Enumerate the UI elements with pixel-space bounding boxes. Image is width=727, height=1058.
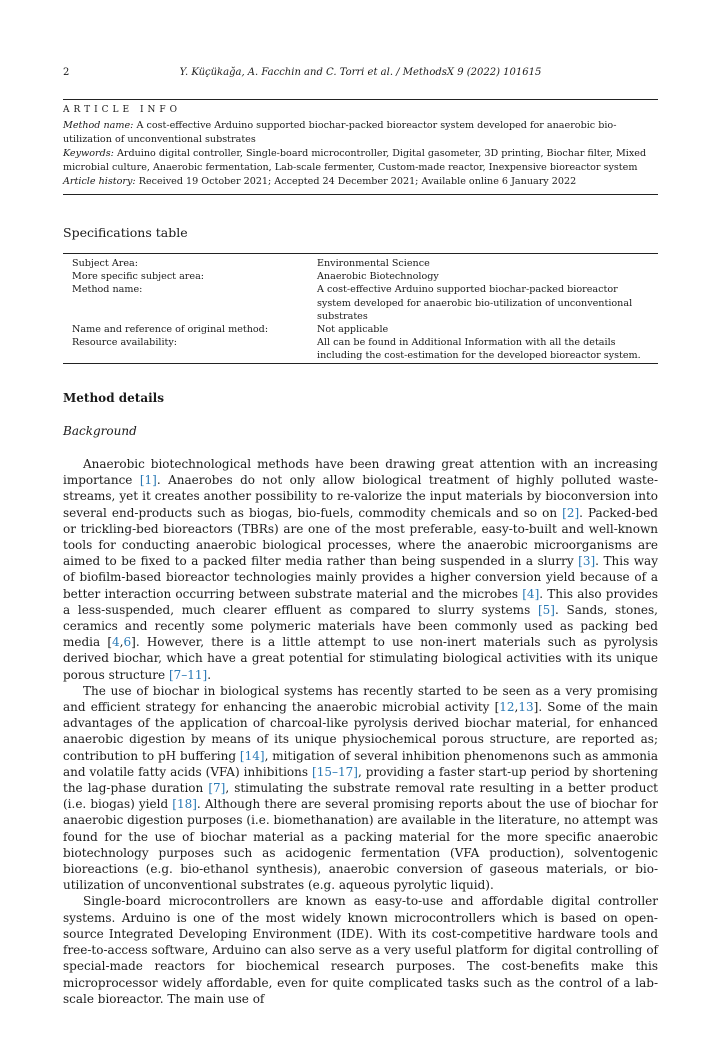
citation-link[interactable]: 4 <box>112 635 120 650</box>
paragraph: Single-board microcontrollers are known as easy-to-use and affordable digital controller systems. Arduino is one of the most widely known microcontrollers which is based on open-source Integrated Developing Environment (IDE). With its cost-competitive hardware tools and free-to-access software, Arduino can also serve as a very useful platform for digital controlling of special-made reactors for biochemical research purposes. The cost-benefits make this microprocessor widely affordable, even for quite complicated tasks such as the control of a lab-scale bioreactor. The main use of <box>63 894 658 1006</box>
citation-link[interactable]: [7] <box>208 781 226 796</box>
history-line <box>63 175 658 189</box>
keywords-label: Keywords: <box>63 148 114 159</box>
running-head: Y. Küçükağa, A. Facchin and C. Torri et al. / MethodsX 9 (2022) 101615 <box>179 67 542 78</box>
citation-link[interactable]: [15–17] <box>312 764 358 779</box>
citation-link[interactable]: [4] <box>522 586 540 601</box>
article-info-heading: ARTICLE INFO <box>63 105 182 115</box>
page-header <box>63 67 658 83</box>
method-name-label: Method name: <box>63 120 134 131</box>
text-run: . Anaerobes do not only allow biological treatment of highly polluted waste-streams, yet it creates another possibility to re-valorize the input materials by bioconversion into several end-products such as biogas, bio-fuels, commodity chemicals and so on <box>63 473 658 520</box>
keywords-value: Arduino digital controller, Single-board microcontroller, Digital gasometer, 3D printing, Biochar filter, Mixed microbial culture, Anaerobic fermentation, Lab-scale fermenter, Custom-made reactor, Inexpensive bioreactor system <box>63 148 647 173</box>
citation-link[interactable]: [14] <box>239 748 265 763</box>
spec-row <box>63 336 658 362</box>
paragraph <box>63 456 658 683</box>
citation-link[interactable]: [1] <box>139 473 157 488</box>
citation-link[interactable]: 12 <box>499 700 515 715</box>
text-run: . Sands, stones, ceramics and recently some polymeric materials have been commonly used as packing bed media [ <box>63 602 658 650</box>
keywords-line <box>63 147 658 175</box>
citation-link[interactable]: 6 <box>123 635 132 650</box>
top-rule <box>63 99 658 100</box>
spec-key: Method name: <box>72 284 143 296</box>
text-run: , mitigation of several inhibition phenomenons such as ammonia and volatile fatty acids (VFA) inhibitions <box>63 748 658 779</box>
spec-row <box>63 257 658 270</box>
history-label: Article history: <box>63 176 136 187</box>
spec-key: Name and reference of original method: <box>72 324 269 336</box>
spec-value: A cost-effective Arduino supported biochar-packed bioreactor system developed for anaerobic bio-utilization of unconventional substrates <box>317 284 633 322</box>
text-run: , stimulating the substrate removal rate resulting in a better product (i.e. biogas) yield <box>63 781 658 812</box>
section-heading: Method details <box>63 391 164 405</box>
text-run: , <box>119 635 124 650</box>
body-text <box>63 456 658 1007</box>
spec-value: Anaerobic Biotechnology <box>317 271 439 283</box>
spec-key: Resource availability: <box>72 337 178 349</box>
text-run: , providing a faster start-up period by shortening the lag-phase duration <box>63 764 659 796</box>
text-run: . This way of biofilm-based bioreactor technologies mainly provides a higher conversion yield because of a better interaction occurring between substrate material and the microbes <box>63 554 658 601</box>
specifications-table <box>63 257 658 363</box>
spec-key: Subject Area: <box>72 258 138 269</box>
history-value: Received 19 October 2021; Accepted 24 December 2021; Available online 6 January 2022 <box>138 176 577 187</box>
specifications-title: Specifications table <box>63 225 188 240</box>
citation-link[interactable]: 13 <box>518 700 534 715</box>
spec-key: More specific subject area: <box>72 271 205 283</box>
citation-link[interactable]: [5] <box>537 602 555 617</box>
citation-link[interactable]: [7–11] <box>168 667 208 682</box>
method-name-value: A cost-effective Arduino supported biochar-packed bioreactor system developed for anaerobic bio-utilization of unconventional substrates <box>63 120 617 145</box>
paragraph <box>63 683 658 894</box>
text-run: . <box>207 667 212 682</box>
text-run: . Packed-bed or trickling-bed bioreactors (TBRs) are one of the most preferable, easy-to-built and well-known tools for conducting anaerobic biological processes, where the anaerobic microorganisms are aimed to be fixed to a packed filter media rather than being suspended in a slurry <box>63 505 658 569</box>
spec-top-rule <box>63 253 658 254</box>
text-run: Anaerobic biotechnological methods have been drawing great attention with an increasing importance <box>63 457 658 488</box>
text-run: . Although there are several promising reports about the use of biochar for anaerobic digestion purposes (i.e. biomethanation) are available in the literature, no attempt was found for the use of biochar material as a packing material for the more specific anaerobic biotechnology purposes such as acidogenic fermentation (VFA production), solventogenic bioreactions (e.g. bio-ethanol synthesis), anaerobic conversion of gaseous materials, or bio-utilization of unconventional substrates (e.g. aqueous pyrolytic liquid). <box>63 797 658 893</box>
spec-value: All can be found in Additional Information with all the details including the cost-estimation for the developed bioreactor system. <box>317 337 641 362</box>
page-number: 2 <box>63 67 70 78</box>
spec-value: Environmental Science <box>317 258 430 269</box>
text-run: The use of biochar in biological systems has recently started to be seen as a very promising and efficient strategy for enhancing the anaerobic microbial activity [ <box>63 683 658 715</box>
spec-bottom-rule <box>63 363 658 364</box>
citation-link[interactable]: [18] <box>172 797 197 812</box>
citation-link[interactable]: [3] <box>578 554 596 569</box>
spec-row <box>63 270 658 283</box>
text-run: ]. Some of the main advantages of the application of charcoal-like pyrolysis derived biochar material, for enhanced anaerobic digestion by means of its unique physiochemical porous structure, are reported as; contribution to pH buffering <box>63 700 658 763</box>
text-run: , <box>514 700 519 715</box>
article-info-bottom-rule <box>63 194 658 195</box>
citation-link[interactable]: [2] <box>562 505 580 520</box>
method-name-line <box>63 119 658 147</box>
spec-row <box>63 323 658 336</box>
text-run: ]. However, there is a little attempt to use non-inert materials such as pyrolysis derived biochar, which have a great potential for stimulating biological activities with its unique porous structure <box>63 635 658 682</box>
spec-value: Not applicable <box>317 324 389 336</box>
subsection-heading: Background <box>63 424 137 438</box>
article-info-block <box>63 119 658 189</box>
spec-row <box>63 283 658 323</box>
text-run: . This also provides a less-suspended, much clearer effluent as compared to slurry systems <box>63 586 659 617</box>
